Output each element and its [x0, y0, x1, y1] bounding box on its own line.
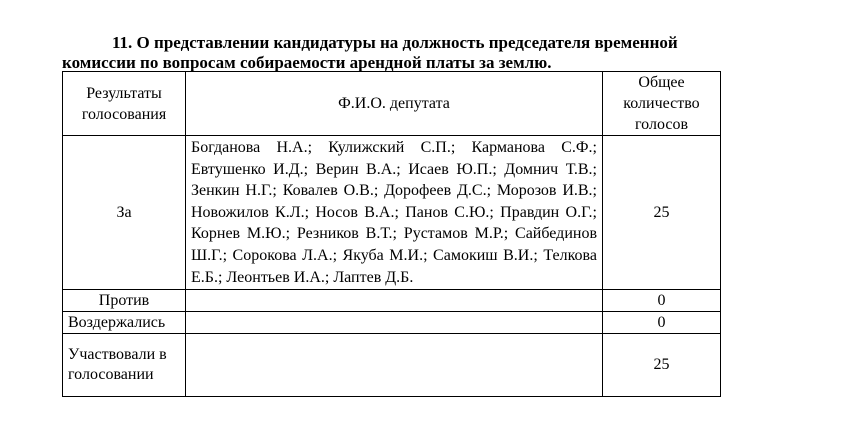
row-count-participated: 25 [603, 334, 721, 397]
heading-line-1: 11. О представлении кандидатуры на должность председателя временной [112, 33, 678, 52]
row-count-abstained: 0 [603, 312, 721, 334]
table-row-against [63, 290, 721, 312]
row-names-against [186, 290, 603, 312]
row-names-for: Богданова Н.А.; Кулижский С.П.; Карманова С.Ф.; Евтушенко И.Д.; Верин В.А.; Исаев Ю.П.; Домнич Т.В.; Зенкин Н.Г.; Ковалев О.В.; Дорофеев Д.С.; Морозов И.В.; Новожилов К.Л.; Носов В.А.; Панов С.Ю.; Правдин О.Г.; Корнев М.Ю.; Резников В.Т.; Рустамов М.Р.; Сайбединов Ш.Г.; Сорокова Л.А.; Якуба М.И.; Самокиш В.И.; Телкова Е.Б.; Леонтьев И.А.; Лаптев Д.Б. [186, 136, 603, 290]
agenda-item-heading [62, 33, 728, 73]
table-row-for [63, 136, 721, 290]
row-names-participated [186, 334, 603, 397]
table-header-row [63, 72, 721, 136]
row-names-abstained [186, 312, 603, 334]
header-total: Общее количество голосов [603, 72, 721, 136]
table-row-abstained [63, 312, 721, 334]
row-label-abstained: Воздержались [63, 312, 186, 334]
heading-line-2: комиссии по вопросам собираемости арендной платы за землю. [62, 53, 552, 72]
row-label-for: За [63, 136, 186, 290]
header-results: Результаты голосования [63, 72, 186, 136]
row-label-participated: Участвовали в голосовании [63, 334, 186, 397]
row-label-against: Против [63, 290, 186, 312]
row-count-against: 0 [603, 290, 721, 312]
header-names: Ф.И.О. депутата [186, 72, 603, 136]
row-count-for: 25 [603, 136, 721, 290]
voting-results-table [62, 71, 721, 397]
table-row-participated [63, 334, 721, 397]
